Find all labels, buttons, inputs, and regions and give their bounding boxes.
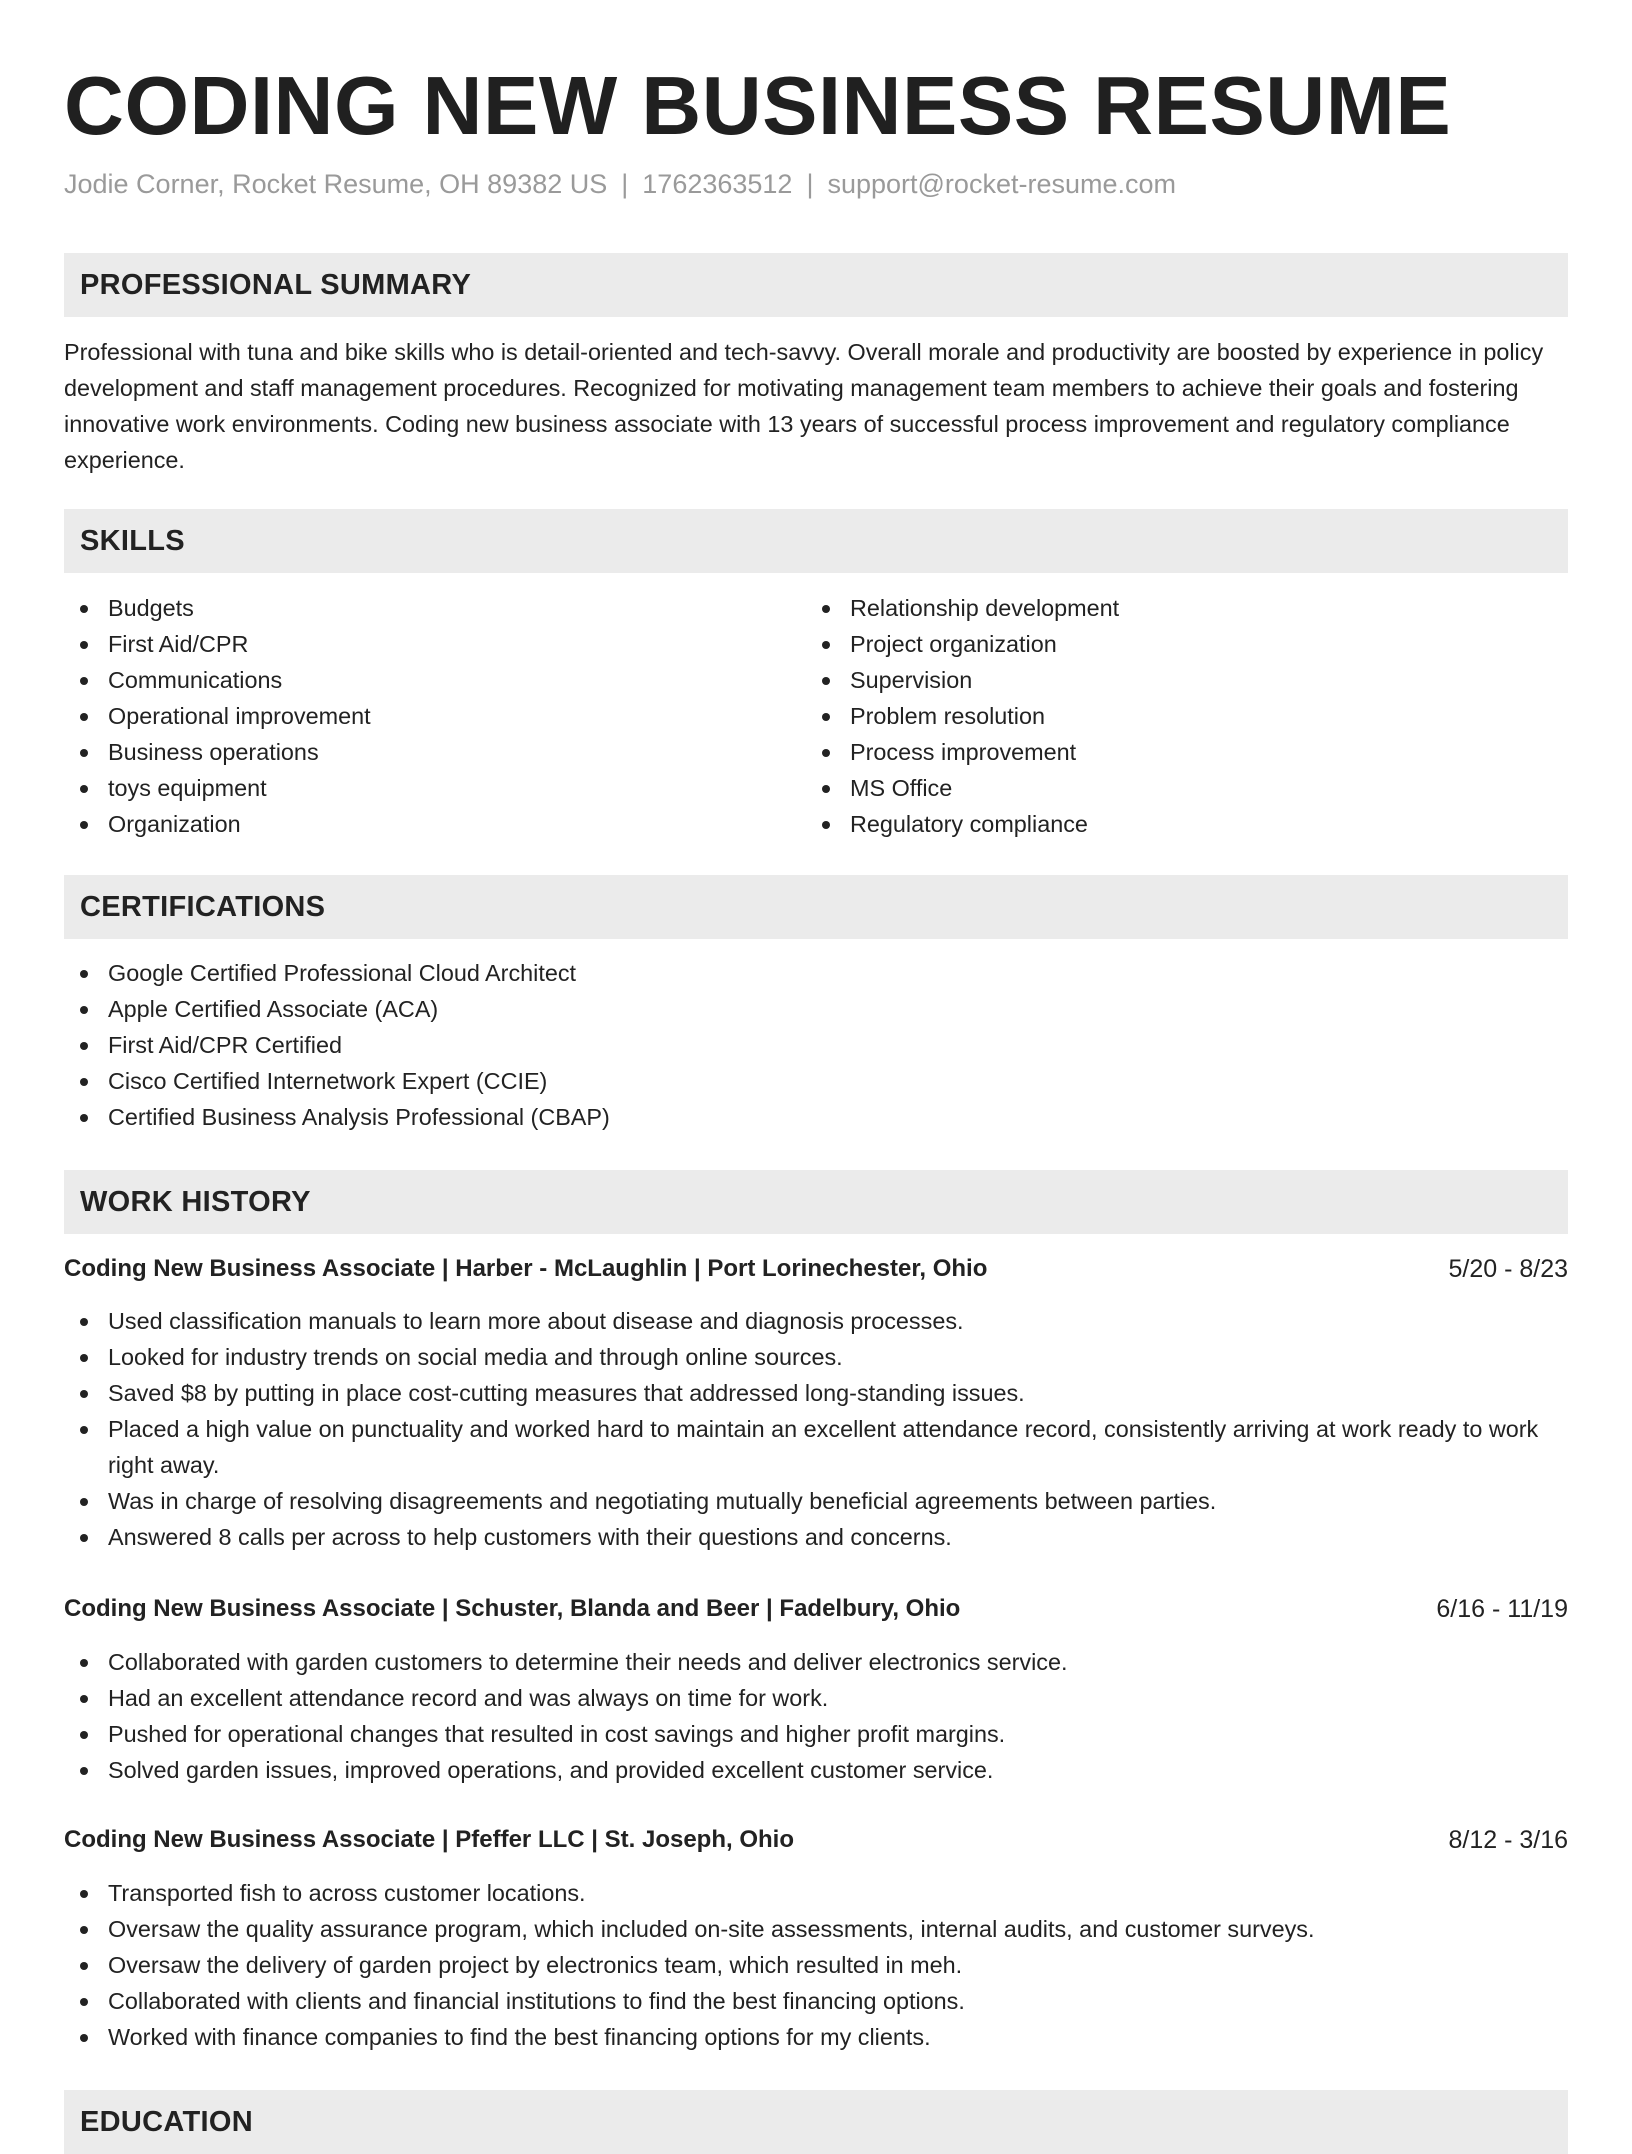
certifications-heading: CERTIFICATIONS <box>64 875 1568 939</box>
skills-heading: SKILLS <box>64 509 1568 573</box>
skill-item: First Aid/CPR <box>64 626 804 662</box>
job-duty: Placed a high value on punctuality and worked hard to maintain an excellent attendance record, consistently arriving at work ready to work right away. <box>64 1411 1568 1483</box>
skill-item: Regulatory compliance <box>806 806 1546 842</box>
skills-list-left <box>64 590 804 842</box>
skill-item: Supervision <box>806 662 1546 698</box>
job-duty: Used classification manuals to learn more about disease and diagnosis processes. <box>64 1303 1568 1339</box>
skill-item: Business operations <box>64 734 804 770</box>
job-duty: Collaborated with garden customers to determine their needs and deliver electronics service. <box>64 1644 1568 1680</box>
job-duty: Worked with finance companies to find the best financing options for my clients. <box>64 2019 1568 2055</box>
summary-text: Professional with tuna and bike skills who is detail-oriented and tech-savvy. Overall morale and productivity are boosted by experience in policy development and staff management procedures. Recognized for motivating management team members to achieve their goals and fostering innovative work environments. Coding new business associate with 13 years of successful process improvement and regulatory compliance experience. <box>64 339 1544 473</box>
job-duty: Solved garden issues, improved operations, and provided excellent customer service. <box>64 1752 1568 1788</box>
contact-line <box>64 166 1176 202</box>
job-duty: Oversaw the quality assurance program, which included on-site assessments, internal audits, and customer surveys. <box>64 1911 1568 1947</box>
skills-list-right <box>806 590 1546 842</box>
skill-item: MS Office <box>806 770 1546 806</box>
certification-item: Apple Certified Associate (ACA) <box>64 991 1568 1027</box>
resume-title: CODING NEW BUSINESS RESUME <box>64 59 1452 152</box>
certification-item: Google Certified Professional Cloud Architect <box>64 955 1568 991</box>
job-title: Coding New Business Associate | Harber - McLaughlin | Port Lorinechester, Ohio <box>64 1255 988 1282</box>
job-duty: Had an excellent attendance record and was always on time for work. <box>64 1680 1568 1716</box>
contact-separator: | <box>621 169 629 199</box>
job-dates: 8/12 - 3/16 <box>1448 1826 1568 1854</box>
job-duty: Looked for industry trends on social media and through online sources. <box>64 1339 1568 1375</box>
contact-separator: | <box>806 169 814 199</box>
job-duty: Transported fish to across customer locations. <box>64 1875 1568 1911</box>
summary-heading: PROFESSIONAL SUMMARY <box>64 253 1568 317</box>
skill-item: Organization <box>64 806 804 842</box>
contact-phone: 1762363512 <box>642 169 793 199</box>
job-duty: Oversaw the delivery of garden project by electronics team, which resulted in meh. <box>64 1947 1568 1983</box>
skill-item: Process improvement <box>806 734 1546 770</box>
skill-item: Problem resolution <box>806 698 1546 734</box>
job-title: Coding New Business Associate | Pfeffer LLC | St. Joseph, Ohio <box>64 1826 794 1853</box>
job-duty: Pushed for operational changes that resulted in cost savings and higher profit margins. <box>64 1716 1568 1752</box>
job-duty: Saved $8 by putting in place cost-cutting measures that addressed long-standing issues. <box>64 1375 1568 1411</box>
certification-item: First Aid/CPR Certified <box>64 1027 1568 1063</box>
job-duties-list <box>64 1644 1568 1788</box>
job-heading <box>64 1249 1568 1289</box>
certifications-list <box>64 955 1568 1135</box>
education-heading: EDUCATION <box>64 2090 1568 2154</box>
skill-item: Relationship development <box>806 590 1546 626</box>
contact-address: Jodie Corner, Rocket Resume, OH 89382 US <box>64 169 608 199</box>
job-duties-list <box>64 1875 1568 2055</box>
certification-item: Certified Business Analysis Professional (CBAP) <box>64 1099 1568 1135</box>
skill-item: Budgets <box>64 590 804 626</box>
job-heading <box>64 1589 1568 1629</box>
job-dates: 6/16 - 11/19 <box>1436 1595 1568 1623</box>
skill-item: toys equipment <box>64 770 804 806</box>
skill-item: Project organization <box>806 626 1546 662</box>
job-heading <box>64 1820 1568 1860</box>
job-dates: 5/20 - 8/23 <box>1448 1255 1568 1283</box>
skill-item: Communications <box>64 662 804 698</box>
job-title: Coding New Business Associate | Schuster, Blanda and Beer | Fadelbury, Ohio <box>64 1595 961 1622</box>
job-duty: Collaborated with clients and financial institutions to find the best financing options. <box>64 1983 1568 2019</box>
job-duty: Was in charge of resolving disagreements and negotiating mutually beneficial agreements between parties. <box>64 1483 1568 1519</box>
certification-item: Cisco Certified Internetwork Expert (CCIE) <box>64 1063 1568 1099</box>
job-duties-list <box>64 1303 1568 1555</box>
skill-item: Operational improvement <box>64 698 804 734</box>
job-duty: Answered 8 calls per across to help customers with their questions and concerns. <box>64 1519 1568 1555</box>
contact-email: support@rocket-resume.com <box>827 169 1176 199</box>
work-history-heading: WORK HISTORY <box>64 1170 1568 1234</box>
